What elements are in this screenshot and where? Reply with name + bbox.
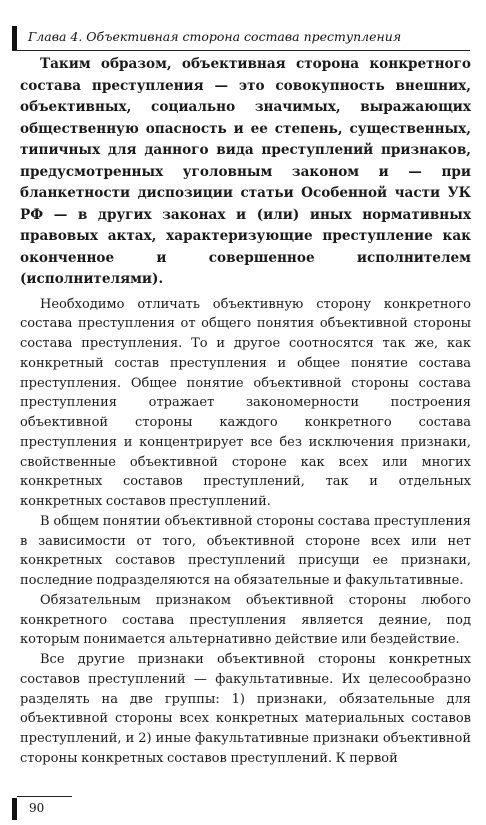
body-paragraph: Необходимо отличать объективную сторону конкретного состава преступления от общего понятия объективной стороны состава преступления. То и другое соотносятся так же, как конкретный состав преступления и общее понятие состава преступления. Общее понятие объективной стороны состава преступления отражает закономерности построения объективной стороны каждого конкретного состава преступления и концентрирует все без исключения признаки, свойственные объективной стороне как всех или многих конкретных составов преступлений, так и отдельных конкретных составов преступлений. <box>20 296 471 509</box>
footer-rule <box>17 796 72 797</box>
footer-marker-bar <box>12 798 17 820</box>
body-paragraph: В общем понятии объективной стороны состава преступления в зависимости от того, объективной стороне всех или нет конкретных составов преступлений присущи ее признаки, последние подразделяются на обязательные и факультативные. <box>20 513 471 588</box>
page-body <box>20 54 471 769</box>
header-marker-bar <box>12 26 17 50</box>
page-number: 90 <box>29 801 45 815</box>
running-header <box>12 26 470 51</box>
page-footer <box>12 796 72 820</box>
definition-paragraph: Таким образом, объективная сторона конкретного состава преступления — это совокупность внешних, объективных, социально значимых, выражающих общественную опасность и ее степень, существенных, типичных для данного вида преступлений признаков, предусмотренных уголовным законом и — при бланкетности диспозиции статьи Особенной части УК РФ — в других законах и (или) иных нормативных правовых актах, характеризующие преступление как оконченное и совершенное исполнителем (исполнителями). <box>20 56 471 287</box>
body-paragraph: Все другие признаки объективной стороны конкретных составов преступлений — факультативные. Их целесообразно разделять на две группы: 1) признаки, обязательные для объективной стороны всех конкретных материальных составов преступлений, и 2) иные факультативные признаки объективной стороны конкретных составов преступлений. К первой <box>20 652 471 766</box>
body-paragraph: Обязательным признаком объективной стороны любого конкретного состава преступления является деяние, под которым понимается альтернативно действие или бездействие. <box>20 592 471 648</box>
running-title: Глава 4. Объективная сторона состава преступления <box>28 29 402 44</box>
